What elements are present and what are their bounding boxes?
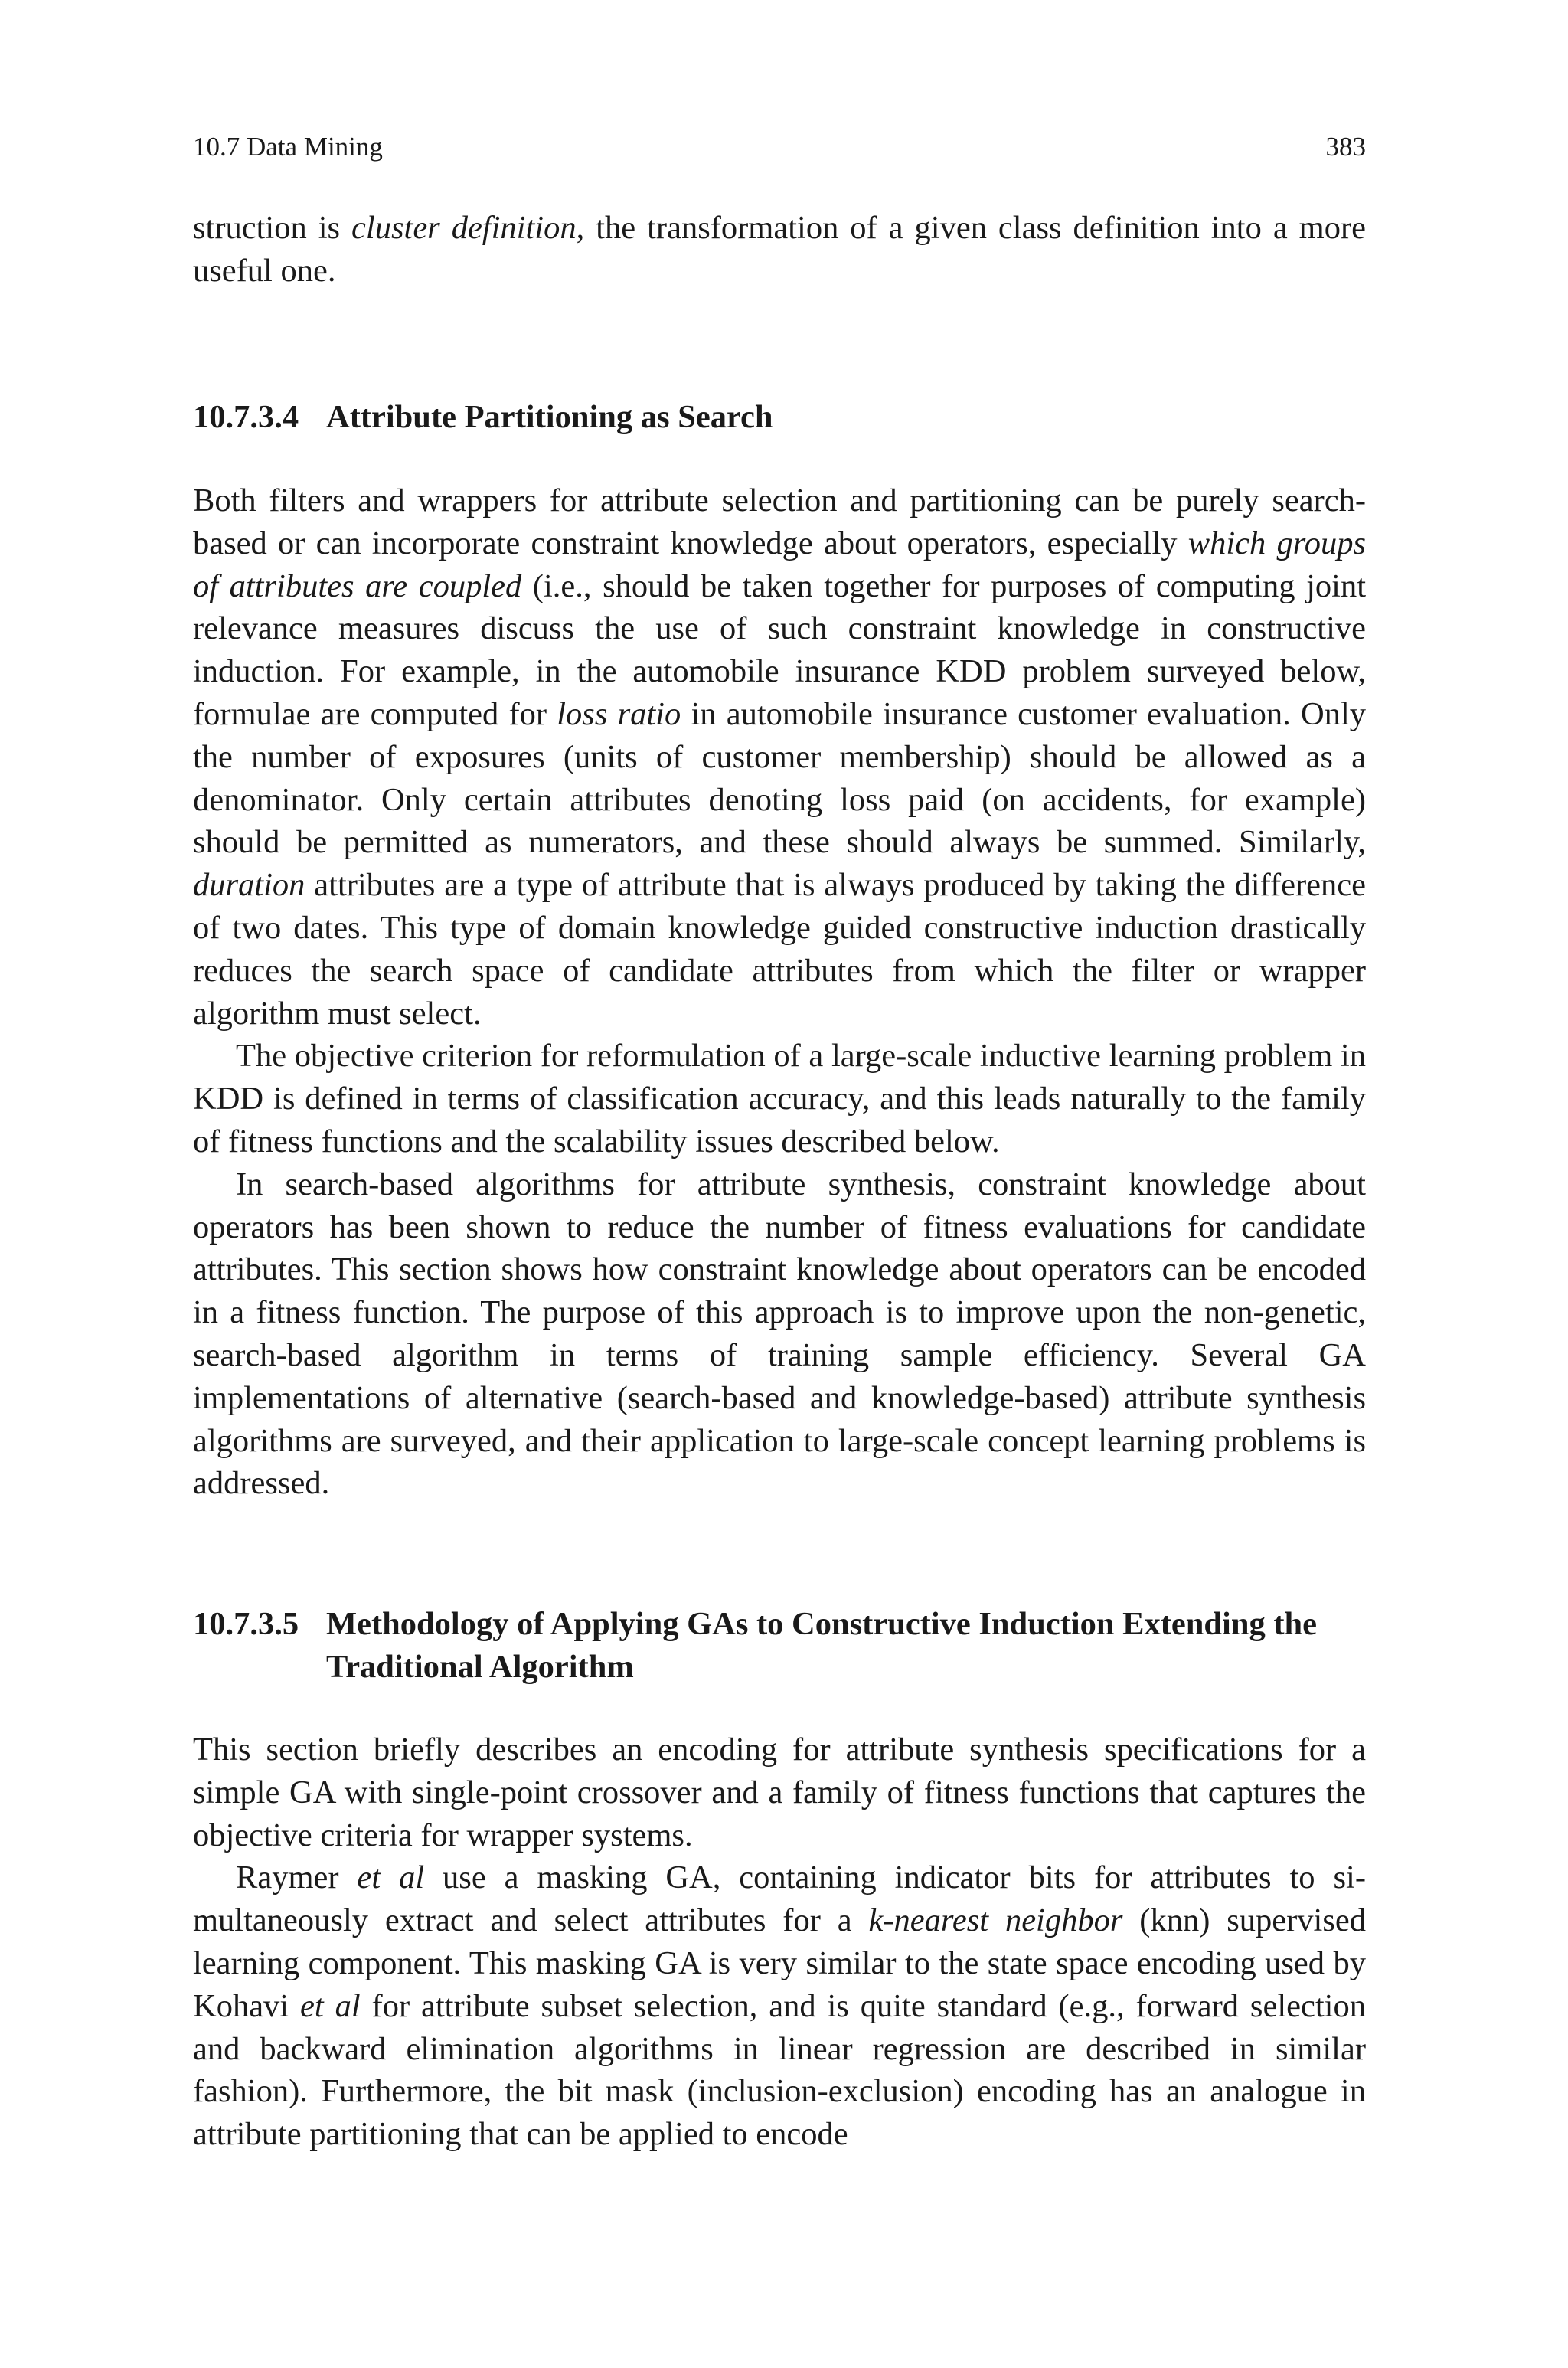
section-heading-10-7-3-5 [193,1603,1366,1689]
text-run: use a masking GA, containing indicator bits for attributes to simultaneously extract and select attributes for a [193,1859,1366,1939]
emphasis-k-nearest-neighbor: k-nearest neighbor [868,1902,1123,1939]
emphasis-loss-ratio: loss ratio [557,695,681,732]
text-run: , the transformation of a given class definition into a more useful one. [193,210,1367,289]
text-run: struction is [193,210,352,246]
paragraph: This section briefly describes an encoding for attribute synthesis specifications for a simple GA with single-point crossover and a family of fitness functions that captures the objective criteria for wrapper systems. [193,1732,1366,1853]
paragraph: In search-based algorithms for attribute synthesis, constraint knowledge about operators has been shown to reduce the number of fitness evaluations for candidate attributes. This section shows how constraint knowledge about operators can be encoded in a fitness function. The purpose of this approach is to improve upon the non-genetic, search-based algorithm in terms of training sample efficiency. Several GA implementations of alternative (search-based and knowledge-based) attribute synthesis algorithms are surveyed, and their application to large-scale concept learning problems is addressed. [193,1166,1366,1502]
text-run: (i.e., should be taken together for purposes of computing joint relevance measures discuss the use of such constraint knowledge in constructive induction. For example, in the automobile insurance KDD problem surveyed below, formulae are computed for [193,567,1366,732]
section-heading [193,1603,1366,1689]
text-run: for attribute subset selection, and is quite standard (e.g., forward selection and backward elimination algorithms in linear regression are described in similar fashion). Furthermore, the bit mask (inclusion-exclusion) encoding has an analogue in attribute partitioning that can be applied to encode [193,1987,1366,2153]
running-head-section: 10.7 Data Mining [193,132,383,162]
section-heading-10-7-3-4 [193,396,1366,439]
running-head [193,130,1366,164]
section-title: Methodology of Applying GAs to Constructive Induction Extending the Traditional Algorithm [326,1606,1318,1685]
paragraph [193,479,1366,1035]
section-number: 10.7.3.5 [193,1606,299,1642]
emphasis-cluster-definition: cluster definition [351,210,577,246]
section-title: Attribute Partitioning as Search [326,399,773,435]
text-run: Both filters and wrappers for attribute selection and partitioning can be purely search-based or can incorporate constraint knowledge about operators, especially [193,482,1366,561]
text-run: (knn) supervised learning component. This masking GA is very similar to the state space encoding used by Kohavi [193,1902,1367,2024]
section-heading [193,396,1366,439]
emphasis-et-al: et al [300,1987,361,2024]
paragraph: The objective criterion for reformulation of a large-scale inductive learning problem in KDD is defined in terms of classification accuracy, and this leads naturally to the family of fitness functions and the scalability issues described below. [193,1038,1366,1159]
text-run: in automobile insurance customer evaluation. Only the number of exposures (units of customer membership) should be allowed as a denominator. Only certain attributes denoting loss paid (on accidents, for example) should be permitted as numerators, and these should always be summed. Similarly, [193,695,1366,861]
section-number: 10.7.3.4 [193,399,299,435]
page-number: 383 [1325,132,1366,162]
emphasis-coupled-attributes: which groups of attributes are coupled [193,525,1366,604]
emphasis-duration: duration [193,867,305,904]
continuation-paragraph-block [193,207,1366,293]
section-10-7-3-4-body [193,479,1366,1505]
emphasis-et-al: et al [357,1859,425,1896]
continuation-paragraph [193,207,1366,293]
text-run: attributes are a type of attribute that is always produced by taking the difference of two dates. This type of domain knowledge guided constructive induction drastically reduces the search space of candidate attributes from which the filter or wrapper algorithm must select. [193,867,1366,1032]
section-10-7-3-5-body [193,1729,1366,2156]
paragraph [193,1856,1366,2156]
text-run: Raymer [236,1859,358,1896]
